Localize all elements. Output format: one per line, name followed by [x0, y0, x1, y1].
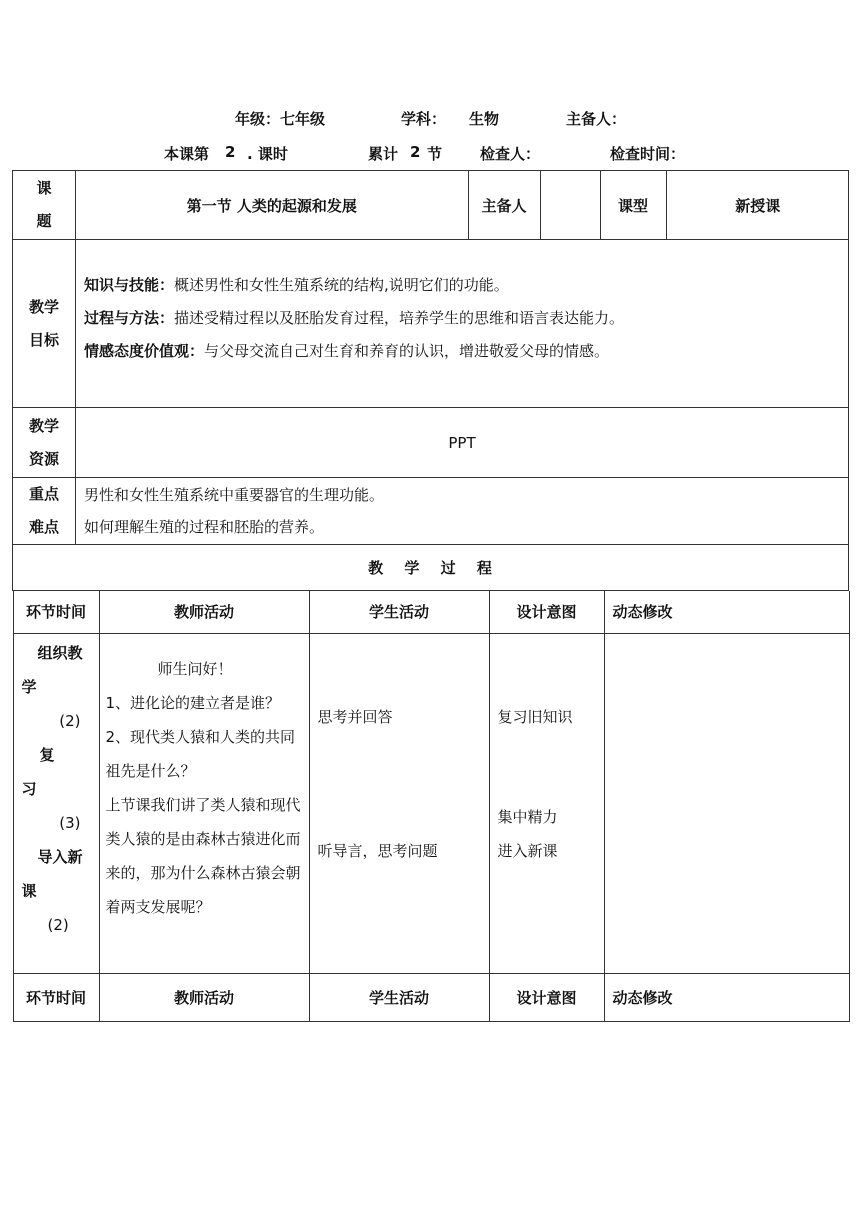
checker-label: 检查人： — [480, 145, 541, 163]
goal-emotion — [76, 335, 848, 368]
key-point-text: 男性和女性生殖系统中重要器官的生理功能。 — [84, 486, 385, 504]
topic-title: 第一节 人类的起源和发展 — [76, 171, 468, 239]
preparer-label: 主备人： — [566, 110, 627, 128]
lesson-type-value: 新授课 — [666, 171, 849, 239]
cumulative-number: 2 — [410, 143, 421, 161]
cumulative-label: 累计 — [368, 145, 399, 163]
resource-row — [13, 408, 849, 478]
process-title-row — [13, 545, 849, 591]
lesson-number: 2 — [225, 143, 236, 161]
process-title-text: 教 学 过 程 — [368, 559, 493, 577]
topic-label — [13, 171, 76, 240]
lesson-suffix: . 课时 — [247, 145, 288, 163]
header-line-1 — [0, 108, 860, 132]
footer-col-student: 学生活动 — [309, 973, 489, 1021]
stage-review-2: 习 — [21, 779, 37, 798]
resource-value: PPT — [76, 408, 849, 478]
preparer-cell-value — [540, 171, 600, 239]
stage-cell — [13, 633, 99, 973]
goals-label-line2: 目标 — [28, 330, 59, 349]
cumulative-suffix: 节 — [427, 145, 443, 163]
goal-process — [76, 302, 848, 335]
difficulty-label: 难点 — [28, 518, 59, 536]
topic-label-line2: 题 — [36, 212, 52, 230]
subject-label: 学科： — [401, 110, 447, 128]
process-footer-row — [13, 973, 849, 1021]
teacher-question-1: 1、进化论的建立者是谁？ — [105, 693, 281, 712]
goal-knowledge-head: 知识与技能： — [84, 276, 175, 294]
goals-cell — [76, 240, 849, 408]
process-section — [13, 591, 849, 1022]
stage-intro-time: (2) — [47, 915, 69, 934]
intent-review: 复习旧知识 — [497, 707, 573, 726]
intent-focus: 集中精力 — [497, 807, 558, 826]
topic-label-line1: 课 — [36, 179, 52, 197]
grade-text: 年级：七年级 — [235, 110, 326, 128]
stage-review-1: 复 — [39, 745, 55, 764]
subject-value: 生物 — [469, 110, 500, 128]
footer-col-intent: 设计意图 — [489, 973, 604, 1021]
col-header-teacher: 教师活动 — [99, 591, 309, 633]
footer-col-dynamic: 动态修改 — [604, 973, 849, 1021]
goals-label — [13, 240, 76, 408]
resource-label — [13, 408, 76, 478]
process-title — [13, 545, 849, 591]
goal-process-text: 描述受精过程以及胚胎发育过程，培养学生的思维和语言表达能力。 — [174, 309, 625, 327]
stage-organize-time: (2) — [59, 711, 81, 730]
process-header-row — [13, 591, 849, 633]
teacher-greeting: 师生问好！ — [157, 659, 233, 678]
key-difficulty-row — [13, 478, 849, 545]
col-header-intent: 设计意图 — [489, 591, 604, 633]
teacher-activity-cell — [99, 633, 309, 973]
lesson-type-label: 课型 — [600, 171, 666, 239]
student-activity-1: 思考并回答 — [317, 707, 393, 726]
header-line-2 — [0, 143, 860, 167]
col-header-time: 环节时间 — [13, 591, 99, 633]
difficulty-text: 如何理解生殖的过程和胚胎的营养。 — [84, 518, 325, 536]
teacher-question-2: 2、现代类人猿和人类的共同祖先是什么？ — [105, 727, 296, 780]
topic-info-cell — [76, 171, 849, 240]
process-table — [13, 591, 850, 1022]
lesson-prefix: 本课第 — [164, 145, 210, 163]
student-activity-cell — [309, 633, 489, 973]
resource-label-line1: 教学 — [28, 416, 59, 435]
intent-new-lesson: 进入新课 — [497, 841, 558, 860]
preparer-cell-label: 主备人 — [468, 171, 540, 239]
goal-emotion-text: 与父母交流自己对生育和养育的认识，增进敬爱父母的情感。 — [204, 342, 610, 360]
goal-knowledge-text: 概述男性和女性生殖系统的结构,说明它们的功能。 — [174, 276, 509, 294]
topic-inner-table — [76, 171, 849, 239]
student-activity-2: 听导言，思考问题 — [317, 841, 438, 860]
dynamic-change-cell — [604, 633, 849, 973]
footer-col-teacher: 教师活动 — [99, 973, 309, 1021]
stage-organize: 组织教学 — [21, 643, 83, 696]
resource-label-line2: 资源 — [28, 449, 59, 468]
process-cell — [13, 591, 849, 1022]
design-intent-cell — [489, 633, 604, 973]
goal-emotion-head: 情感态度价值观： — [84, 342, 205, 360]
process-content-row — [13, 633, 849, 973]
topic-row — [13, 171, 849, 240]
lesson-plan-table — [12, 170, 849, 1022]
stage-intro: 导入新课 — [21, 847, 83, 900]
col-header-student: 学生活动 — [309, 591, 489, 633]
teacher-intro: 上节课我们讲了类人猿和现代类人猿的是由森林古猿进化而来的，那为什么森林古猿会朝着两支发展呢？ — [105, 795, 301, 916]
goal-knowledge — [76, 269, 848, 302]
key-label: 重点 — [28, 485, 59, 503]
goals-row — [13, 240, 849, 408]
footer-col-time: 环节时间 — [13, 973, 99, 1021]
key-difficulty-cell — [76, 478, 849, 545]
check-time-label: 检查时间： — [610, 145, 686, 163]
stage-review-time: (3) — [59, 813, 81, 832]
goals-label-line1: 教学 — [28, 297, 59, 316]
col-header-dynamic: 动态修改 — [604, 591, 849, 633]
goal-process-head: 过程与方法： — [84, 309, 175, 327]
key-difficulty-label — [13, 478, 76, 545]
